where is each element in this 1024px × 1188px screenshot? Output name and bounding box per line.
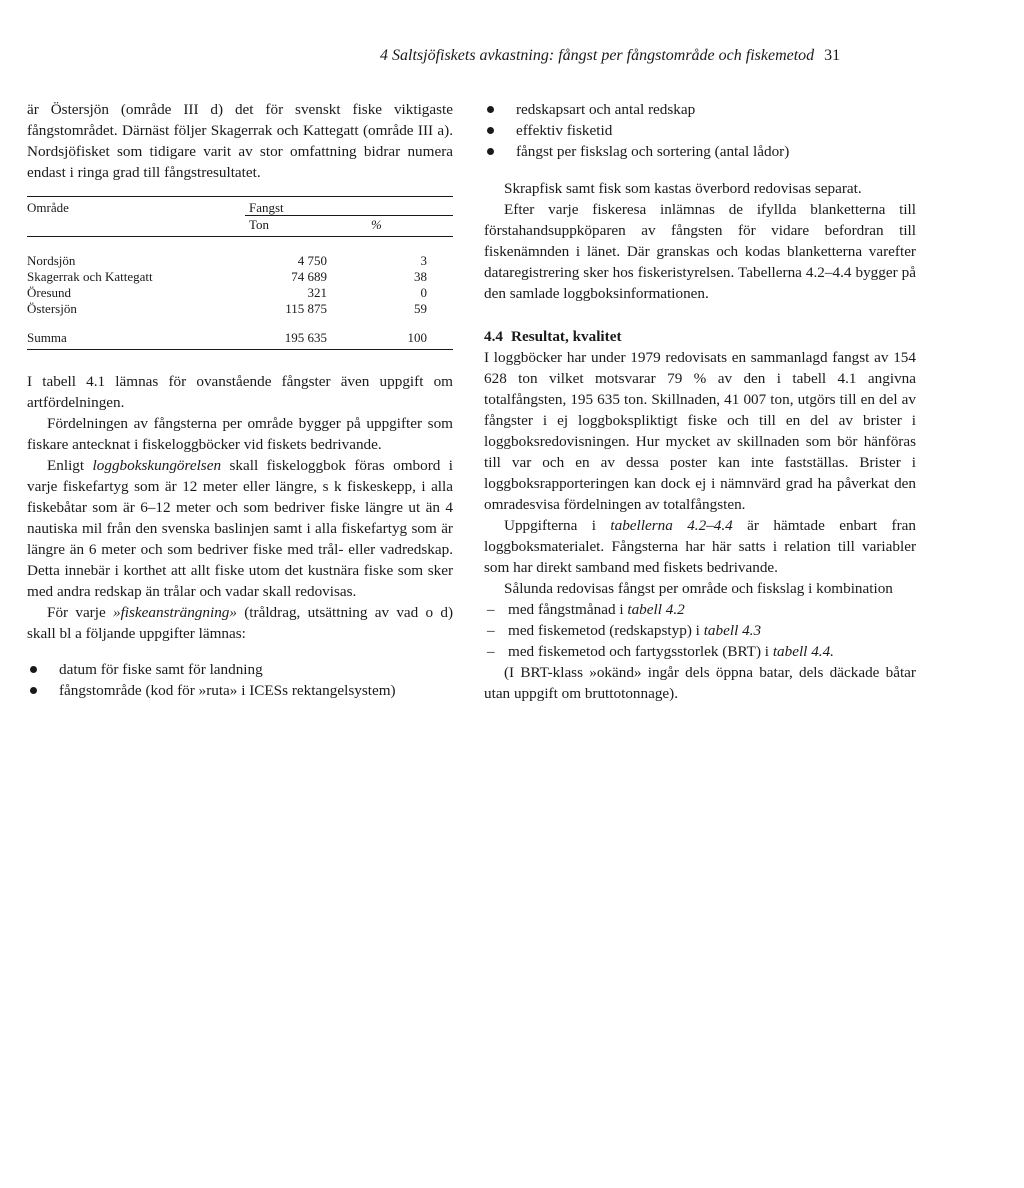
paragraph: Fördelningen av fångsterna per område bygger på uppgifter som fiskare antecknat i fiskeloggböcker vid fiskets bedrivande.	[27, 415, 453, 453]
paragraph-text: För varje	[47, 604, 113, 621]
table-cell-percent: 0	[420, 285, 427, 300]
section-heading	[484, 326, 916, 347]
paragraph: I tabell 4.1 lämnas för ovanstående fångster även uppgift om artfördelningen.	[27, 373, 453, 411]
table-reference: tabell 4.4.	[772, 643, 834, 660]
chapter-title: 4 Saltsjöfiskets avkastning: fångst per fångstområde och fiskemetod	[380, 47, 815, 64]
table-reference: tabell 4.2	[627, 601, 685, 618]
section-number: 4.4	[484, 328, 503, 345]
paragraph-text: (tråldrag, utsättning av vad o d) skall bl a följande uppgifter lämnas:	[27, 604, 454, 642]
paragraph	[484, 515, 916, 578]
right-column	[484, 99, 916, 704]
list-item	[484, 599, 916, 620]
dash-list	[484, 599, 916, 662]
list-item: datum för fiske samt för landning	[27, 659, 453, 680]
list-item	[484, 620, 916, 641]
list-item: fångstområde (kod för »ruta» i ICESs rektangelsystem)	[27, 680, 453, 701]
paragraph: Efter varje fiskeresa inlämnas de ifyllda blanketterna till förstahandsuppköparen av fångsten för vidare befordran till fiskenämnden i länet. Där granskas och kodas blanketterna varefter dataregistrering sker hos fiskeristyrelsen. Tabellerna 4.2–4.4 bygger på den samlade loggboksinformationen.	[484, 201, 916, 302]
page-number: 31	[824, 47, 841, 64]
table-top-rule	[27, 196, 453, 197]
paragraph-text: är hämtade enbart fran loggboksmaterialet. Fångsterna har här satts i relation till variabler som har direkt samband med fiskets bedrivande.	[484, 517, 916, 576]
paragraph: I loggböcker har under 1979 redovisats en sammanlagd fangst av 154 628 ton vilket motsvarar 79 % av den i tabell 4.1 angivna totalfångsten, 195 635 ton. Skillnaden, 41 007 ton, utgörs till en del av fångster i ej loggbokspliktigt fiske och till en del av brister i loggboksredovisningen. Hur mycket av skillnaden som bör hänföras till var och en av dessa poster kan inte fastställas. Brister i loggboksrapporteringen kan dock ej i nämnvärd grad ha påverkat den omradesvisa fördelningen av totalfångsten.	[484, 349, 916, 513]
table-cell-area: Öresund	[27, 285, 72, 300]
table-cell-ton: 321	[307, 285, 327, 300]
italic-term: tabellerna 4.2–4.4	[610, 517, 733, 534]
paragraph: (I BRT-klass »okänd» ingår dels öppna batar, dels däckade båtar utan uppgift om bruttotonnage).	[484, 664, 916, 702]
paragraph-text: skall fiskeloggbok föras ombord i varje fiskefartyg som är 12 meter eller längre, s k fiskeskepp, i alla fiskebåtar som är 6–12 meter och som bedriver fiske längre ut än 4 nautiska mil från den svenska baslinjen samt i alla fiskefartyg som är längre än 6 meter och som bedriver fiske med trål- eller vadredskap. Detta innebär i korthet att allt fiske utom det kustnära fiske som sker med andra redskap än trålar och vadar skall redovisas.	[27, 457, 453, 600]
table-header-catch: Fangst	[249, 200, 284, 215]
table-cell-percent: 59	[414, 301, 427, 316]
table-header-ton: Ton	[249, 217, 270, 232]
list-item	[484, 641, 916, 662]
italic-term: loggbokskungörelsen	[92, 457, 222, 474]
paragraph-text: Uppgifterna i	[504, 517, 611, 534]
table-cell-ton: 74 689	[291, 269, 327, 284]
paragraph: Sålunda redovisas fångst per område och fiskslag i kombination	[504, 580, 893, 597]
catch-table	[27, 196, 453, 358]
running-header	[380, 47, 940, 65]
table-sum-percent: 100	[407, 330, 427, 345]
bullet-list	[484, 99, 916, 162]
section-title: Resultat, kvalitet	[510, 328, 622, 345]
paragraph-text: Enligt	[47, 457, 93, 474]
table-cell-area: Östersjön	[27, 301, 77, 316]
left-column	[27, 99, 453, 701]
table-cell-percent: 38	[414, 269, 427, 284]
table-cell-percent: 3	[420, 253, 427, 268]
table-sum-label: Summa	[27, 330, 67, 345]
table-cell-ton: 4 750	[297, 253, 327, 268]
table-header-percent: %	[371, 217, 382, 232]
table-sum-ton: 195 635	[284, 330, 327, 345]
list-item: effektiv fisketid	[484, 120, 916, 141]
list-item-text: med fiskemetod (redskapstyp) i	[508, 622, 704, 639]
bullet-list	[27, 659, 453, 701]
list-item-text: med fångstmånad i	[508, 601, 628, 618]
paragraph	[27, 602, 453, 644]
table-cell-area: Skagerrak och Kattegatt	[27, 269, 153, 284]
paragraph: är Östersjön (område III d) det för svenskt fiske viktigaste fångstområdet. Därnäst följer Skagerrak och Kattegatt (område III a). Nordsjöfisket som tidigare varit av stor omfattning bidrar numera endast i ringa grad till fångstresultatet.	[27, 101, 453, 181]
table-header-rule	[27, 236, 453, 237]
table-reference: tabell 4.3	[703, 622, 762, 639]
list-item: fångst per fiskslag och sortering (antal lådor)	[484, 141, 916, 162]
italic-term: »fiskeansträngning»	[112, 604, 237, 621]
table-bottom-rule	[27, 349, 453, 350]
list-item: redskapsart och antal redskap	[484, 99, 916, 120]
list-item-text: med fiskemetod och fartygsstorlek (BRT) i	[508, 643, 773, 660]
table-cell-area: Nordsjön	[27, 253, 76, 268]
paragraph	[27, 455, 453, 602]
table-header-area: Område	[27, 200, 69, 215]
paragraph: Skrapfisk samt fisk som kastas överbord redovisas separat.	[504, 180, 862, 197]
table-cell-ton: 115 875	[285, 301, 327, 316]
table-subheader-rule	[245, 215, 453, 216]
